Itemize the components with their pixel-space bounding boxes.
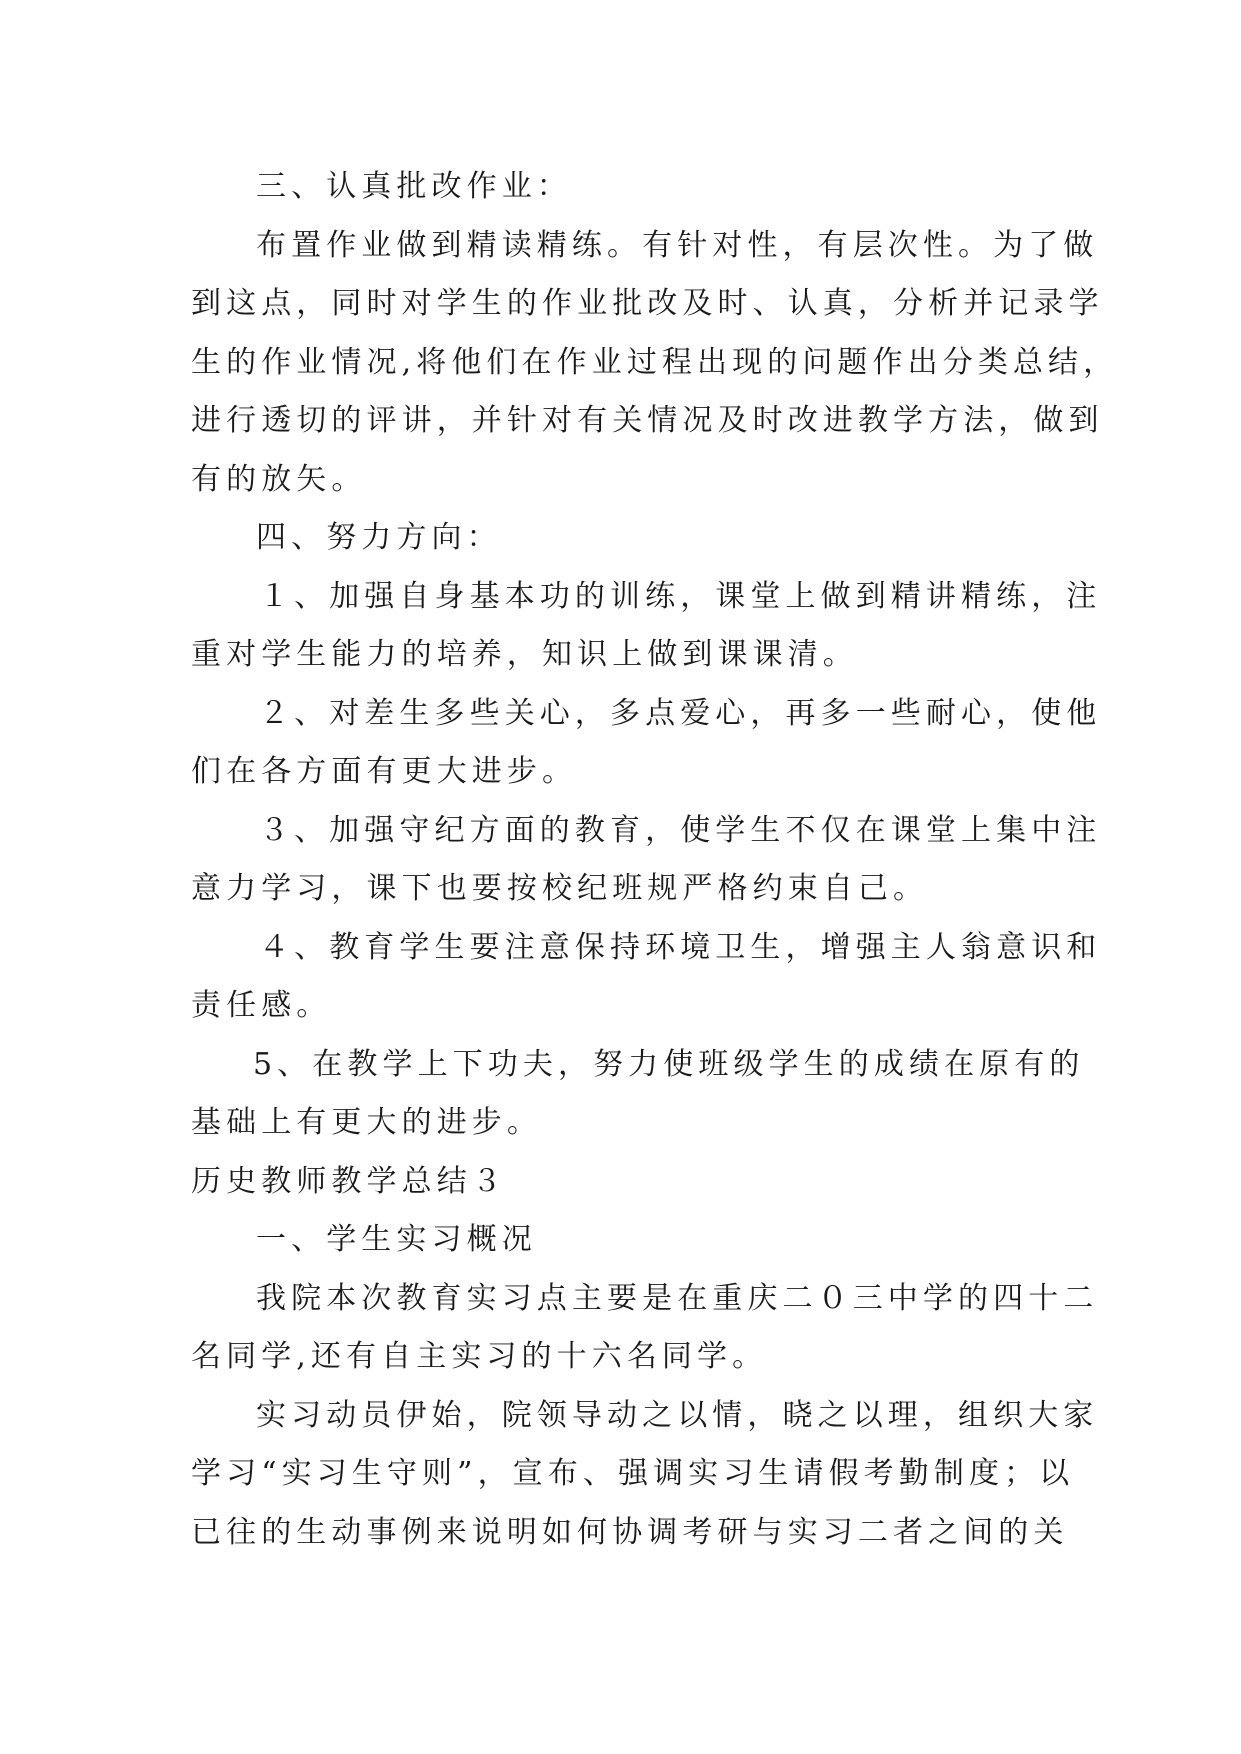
paragraph-line: 名同学,还有自主实习的十六名同学。: [191, 1339, 768, 1374]
paragraph-line: 有的放矢。: [191, 461, 367, 497]
paragraph-line: 实习动员伊始，院领导动之以情，晓之以理，组织大家: [256, 1397, 1099, 1433]
document-body: [191, 158, 1119, 1562]
paragraph-line: 责任感。: [191, 988, 332, 1023]
list-item-5: 5、在教学上下功夫，努力使班级学生的成绩在原有的: [253, 1046, 1085, 1082]
section-heading-1: 一、学生实习概况: [256, 1222, 537, 1257]
paragraph-line: 生的作业情况,将他们在作业过程出现的问题作出分类总结，: [191, 344, 1119, 380]
paragraph-line: 我院本次教育实习点主要是在重庆二０三中学的四十二: [256, 1280, 1099, 1316]
list-item-2: ２、对差生多些关心，多点爱心，再多一些耐心，使他: [259, 695, 1102, 731]
paragraph-line: 基础上有更大的进步。: [191, 1105, 542, 1140]
paragraph-line: 进行透切的评讲，并针对有关情况及时改进教学方法，做到: [191, 403, 1104, 438]
document-title: 历史教师教学总结３: [191, 1163, 507, 1199]
section-heading-4: 四、努力方向：: [256, 520, 502, 555]
paragraph-line: 重对学生能力的培养，知识上做到课课清。: [191, 637, 858, 672]
list-item-4: ４、教育学生要注意保持环境卫生，增强主人翁意识和: [259, 929, 1102, 965]
section-heading-3: 三、认真批改作业：: [256, 169, 572, 204]
list-item-1: １、加强自身基本功的训练，课堂上做到精讲精练，注: [259, 578, 1102, 614]
paragraph-line: 布置作业做到精读精练。有针对性，有层次性。为了做: [256, 227, 1099, 263]
paragraph-line: 学习“实习生守则”，宣布、强调实习生请假考勤制度；以: [191, 1456, 1075, 1491]
paragraph-line: 们在各方面有更大进步。: [191, 754, 578, 789]
paragraph-line: 已往的生动事例来说明如何协调考研与实习二者之间的关: [191, 1514, 1069, 1550]
paragraph-line: 意力学习，课下也要按校纪班规严格约束自己。: [191, 871, 929, 906]
paragraph-line: 到这点，同时对学生的作业批改及时、认真，分析并记录学: [191, 286, 1104, 321]
list-item-3: ３、加强守纪方面的教育，使学生不仅在课堂上集中注: [259, 812, 1102, 848]
